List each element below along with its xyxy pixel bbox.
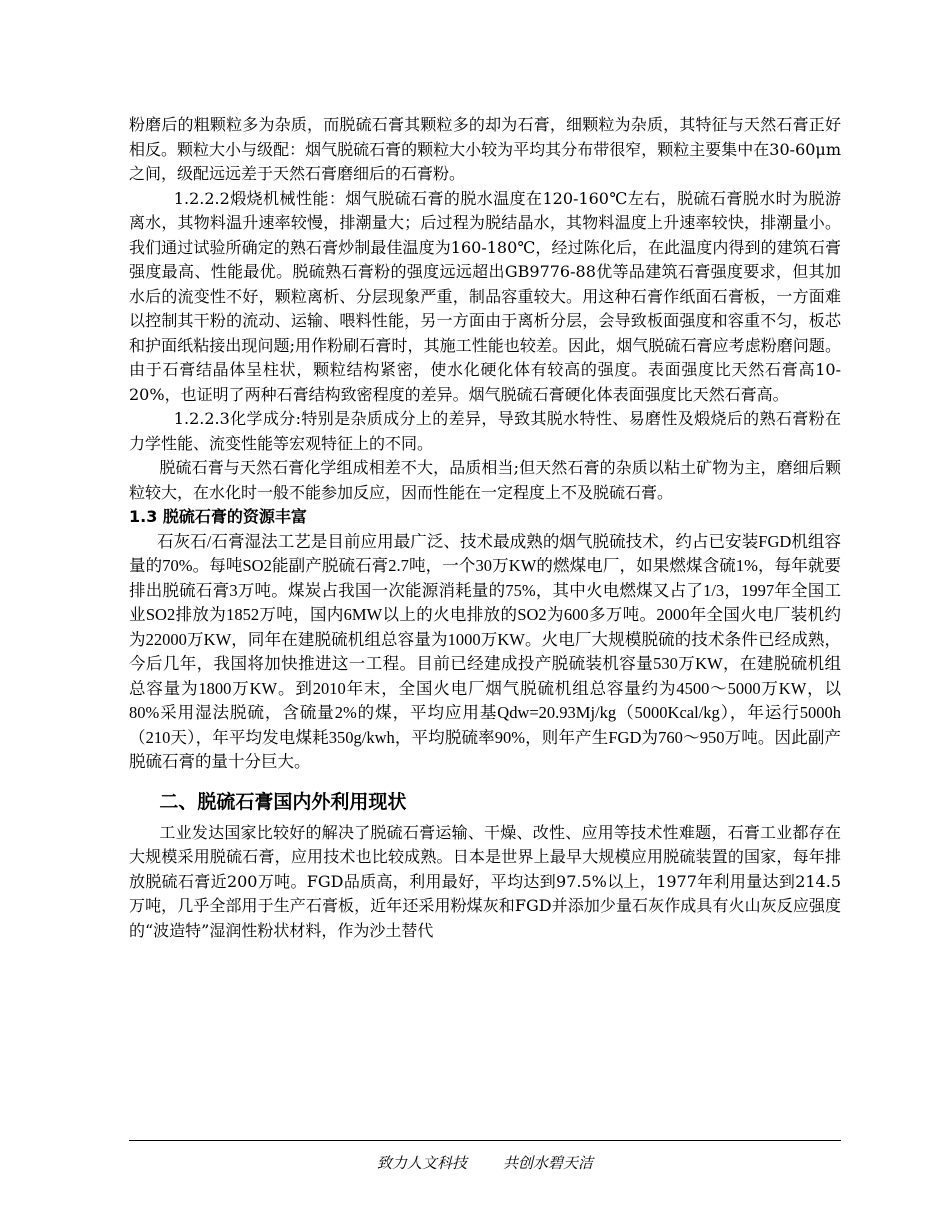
paragraph-calcination: 1.2.2.2煅烧机械性能：烟气脱硫石膏的脱水温度在120-160℃左右，脱硫石膏脱水时为脱游离水，其物料温升速率较慢，排潮量大；后过程为脱结晶水，其物料温度上升速率较快，排潮量小。我们通过试验所确定的熟石膏炒制最佳温度为160-180℃，经过陈化后，在此温度内得到的建筑石膏强度最高、性能最优。脱硫熟石膏粉的强度远远超出GB9776-88优等品建筑石膏强度要求，但其加水后的流变性不好，颗粒离析、分层现象严重，制品容重较大。用这种石膏作纸面石膏板，一方面难以控制其干粉的流动、运输、喂料性能，另一方面由于离析分层，会导致板面强度和容重不匀，板芯和护面纸粘接出现问题;用作粉刷石膏时，其施工性能也较差。因此，烟气脱硫石膏应考虑粉磨问题。由于石膏结晶体呈柱状，颗粒结构紧密，使水化硬化体有较高的强度。表面强度比天然石膏高10-20%，也证明了两种石膏结构致密程度的差异。烟气脱硫石膏硬化体表面强度比天然石膏高。 [129, 188, 841, 404]
paragraph-particle-size: 粉磨后的粗颗粒多为杂质，而脱硫石膏其颗粒多的却为石膏，细颗粒为杂质，其特征与天然石膏正好相反。颗粒大小与级配：烟气脱硫石膏的颗粒大小较为平均其分布带很窄，颗粒主要集中在30-60μm之间，级配远远差于天然石膏磨细后的石膏粉。 [129, 115, 841, 183]
page-footer [129, 1152, 841, 1173]
paragraph-chemical-composition: 1.2.2.3化学成分:特别是杂质成分上的差异，导致其脱水特性、易磨性及煅烧后的熟石膏粉在力学性能、流变性能等宏观特征上的不同。 [129, 409, 841, 453]
section-heading-1-3: 1.3 脱硫石膏的资源丰富 [129, 507, 307, 526]
chapter-heading-2: 二、脱硫石膏国内外利用现状 [159, 790, 407, 813]
footer-divider [129, 1140, 841, 1141]
page-body [129, 113, 841, 943]
paragraph-comparison: 脱硫石膏与天然石膏化学组成相差不大，品质相当;但天然石膏的杂质以粘土矿物为主，磨细后颗粒较大，在水化时一般不能参加反应，因而性能在一定程度上不及脱硫石膏。 [129, 458, 841, 502]
paragraph-international-use: 工业发达国家比较好的解决了脱硫石膏运输、干燥、改性、应用等技术性难题，石膏工业都存在大规模采用脱硫石膏，应用技术也比较成熟。日本是世界上最早大规模应用脱硫装置的国家，每年排放脱硫石膏近200万吨。FGD品质高，利用最好，平均达到97.5%以上，1977年利用量达到214.5万吨，几乎全部用于生产石膏板，近年还采用粉煤灰和FGD并添加少量石灰作成具有火山灰反应强度的“波造特”湿润性粉状材料，作为沙土替代 [129, 822, 841, 940]
paragraph-resources: 石灰石/石膏湿法工艺是目前应用最广泛、技术最成熟的烟气脱硫技术，约占已安装FGD机组容量的70%。每吨SO2能副产脱硫石膏2.7吨，一个30万KW的燃煤电厂，如果燃煤含硫1%，每年就要排出脱硫石膏3万吨。煤炭占我国一次能源消耗量的75%，其中火电燃煤又占了1/3，1997年全国工业SO2排放为1852万吨，国内6MW以上的火电排放的SO2为600多万吨。2000年全国火电厂装机约为22000万KW，同年在建脱硫机组总容量为1000万KW。火电厂大规模脱硫的技术条件已经成熟，今后几年，我国将加快推进这一工程。目前已经建成投产脱硫装机容量530万KW，在建脱硫机组总容量为1800万KW。到2010年末，全国火电厂烟气脱硫机组总容量约为4500～5000万KW，以80%采用湿法脱硫，含硫量2%的煤，平均应用基Qdw=20.93Mj/kg（5000Kcal/kg），年运行5000h（210天），年平均发电煤耗350g/kwh，平均脱硫率90%，则年产生FGD为760～950万吨。因此副产脱硫石膏的量十分巨大。 [129, 531, 841, 771]
footer-slogan-left: 致力人文科技 [376, 1154, 467, 1172]
footer-slogan-right: 共创水碧天洁 [503, 1154, 594, 1172]
